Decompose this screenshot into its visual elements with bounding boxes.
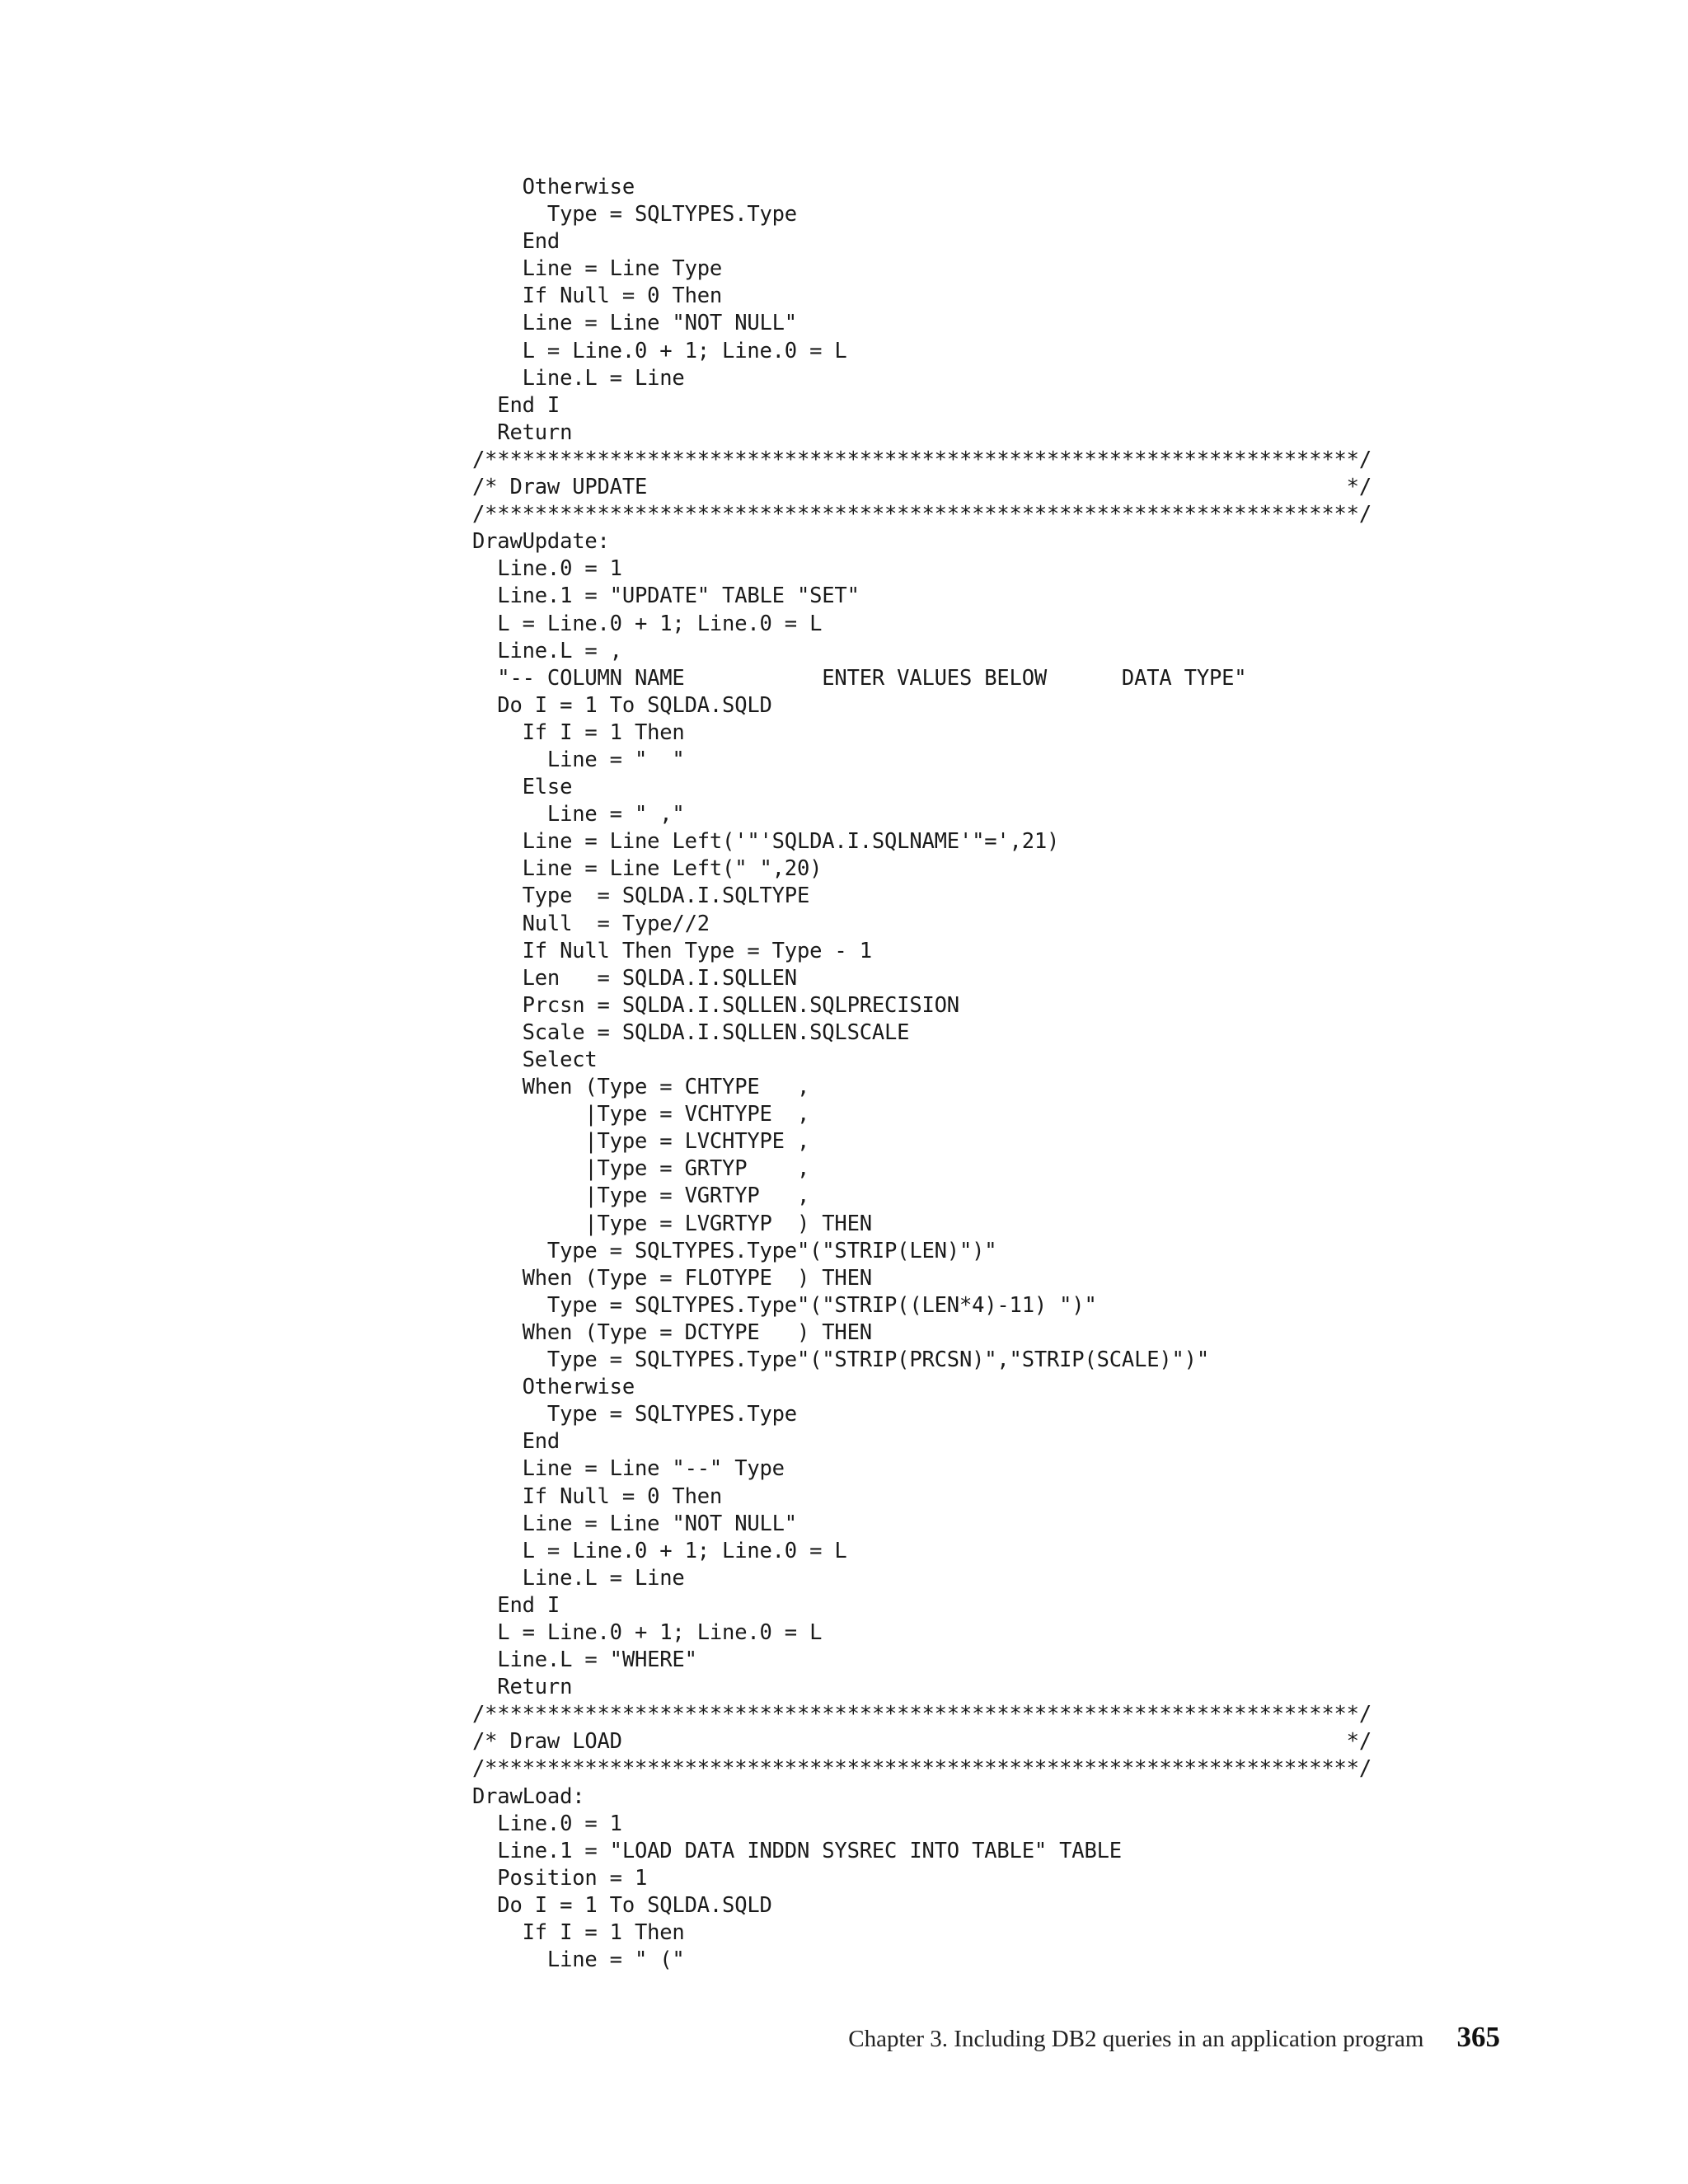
code-line: Line = Line Left(" ",20) [472, 856, 823, 882]
code-line: Line = Line "NOT NULL" [472, 311, 797, 336]
code-line: Line = Line Type [472, 256, 723, 282]
code-line: |Type = LVCHTYPE , [472, 1129, 810, 1155]
code-line: End [472, 229, 560, 255]
code-line: Line = Line "--" Type [472, 1456, 785, 1482]
code-line: L = Line.0 + 1; Line.0 = L [472, 1619, 823, 1645]
code-line: Position = 1 [472, 1865, 648, 1891]
code-line: End I [472, 1592, 560, 1618]
page-footer [848, 2021, 1500, 2054]
code-line: L = Line.0 + 1; Line.0 = L [472, 338, 847, 363]
code-line: If I = 1 Then [472, 1920, 685, 1945]
code-line: |Type = LVGRTYP ) THEN [472, 1211, 872, 1236]
code-listing [472, 174, 1387, 1974]
code-line: L = Line.0 + 1; Line.0 = L [472, 611, 823, 636]
code-line: DrawLoad: [472, 1783, 585, 1809]
code-line: Type = SQLTYPES.Type [472, 202, 797, 227]
code-line: Line.1 = "LOAD DATA INDDN SYSREC INTO TABLE" TABLE [472, 1838, 1122, 1863]
code-line: |Type = VGRTYP , [472, 1183, 810, 1209]
code-line: If I = 1 Then [472, 719, 685, 745]
code-line: /**********************************************************************/ [472, 447, 1372, 472]
code-line: Return [472, 419, 573, 445]
code-line: Len = SQLDA.I.SQLLEN [472, 965, 797, 991]
code-line: If Null Then Type = Type - 1 [472, 938, 872, 963]
code-line: Else [472, 775, 573, 800]
footer-chapter-title: Chapter 3. Including DB2 queries in an application program [848, 2026, 1424, 2052]
code-line: Line = " ," [472, 802, 685, 827]
code-line: Line.L = , [472, 638, 622, 663]
code-line: Line.L = Line [472, 1565, 685, 1591]
code-line: Type = SQLDA.I.SQLTYPE [472, 883, 810, 909]
code-line: Type = SQLTYPES.Type [472, 1402, 797, 1427]
code-line: End I [472, 392, 560, 418]
page-number: 365 [1456, 2021, 1500, 2053]
code-line: Otherwise [472, 175, 635, 199]
code-line: Null = Type//2 [472, 911, 710, 936]
code-line: Scale = SQLDA.I.SQLLEN.SQLSCALE [472, 1019, 910, 1045]
code-line: /**********************************************************************/ [472, 1756, 1372, 1782]
code-line: Line = Line Left('"'SQLDA.I.SQLNAME'"=',21) [472, 829, 1060, 855]
code-line: DrawUpdate: [472, 529, 610, 555]
code-line: Prcsn = SQLDA.I.SQLLEN.SQLPRECISION [472, 992, 959, 1018]
code-line: End [472, 1429, 560, 1455]
code-line: Line = " (" [472, 1947, 685, 1973]
code-line: /* Draw LOAD */ [472, 1729, 1372, 1755]
code-line: Type = SQLTYPES.Type"("STRIP(PRCSN)","STRIP(SCALE)")" [472, 1347, 1209, 1373]
code-line: If Null = 0 Then [472, 1483, 723, 1509]
code-line: Line.0 = 1 [472, 1811, 622, 1836]
code-line: Line.1 = "UPDATE" TABLE "SET" [472, 583, 860, 609]
code-line: /**********************************************************************/ [472, 1702, 1372, 1727]
code-line: Line.L = Line [472, 365, 685, 391]
code-line: Line = Line "NOT NULL" [472, 1511, 797, 1536]
code-line: L = Line.0 + 1; Line.0 = L [472, 1538, 847, 1563]
code-line: When (Type = FLOTYPE ) THEN [472, 1265, 872, 1291]
code-line: Do I = 1 To SQLDA.SQLD [472, 1892, 772, 1918]
code-line: Line.L = "WHERE" [472, 1647, 697, 1673]
code-line: /**********************************************************************/ [472, 502, 1372, 527]
code-line: If Null = 0 Then [472, 284, 723, 309]
code-line: When (Type = CHTYPE , [472, 1075, 810, 1100]
code-line: When (Type = DCTYPE ) THEN [472, 1319, 872, 1345]
code-line: "-- COLUMN NAME ENTER VALUES BELOW DATA TYPE" [472, 665, 1247, 691]
code-line: Type = SQLTYPES.Type"("STRIP(LEN)")" [472, 1238, 997, 1263]
code-line: Select [472, 1047, 598, 1072]
code-line: Type = SQLTYPES.Type"("STRIP((LEN*4)-11) ")" [472, 1292, 1097, 1318]
code-line: |Type = GRTYP , [472, 1156, 810, 1182]
code-line: Otherwise [472, 1375, 635, 1400]
code-line: |Type = VCHTYPE , [472, 1102, 810, 1127]
code-line: Line = " " [472, 747, 685, 772]
code-line: Line.0 = 1 [472, 556, 622, 582]
code-line: Return [472, 1675, 573, 1700]
code-line: Do I = 1 To SQLDA.SQLD [472, 692, 772, 718]
code-line: /* Draw UPDATE */ [472, 475, 1372, 500]
